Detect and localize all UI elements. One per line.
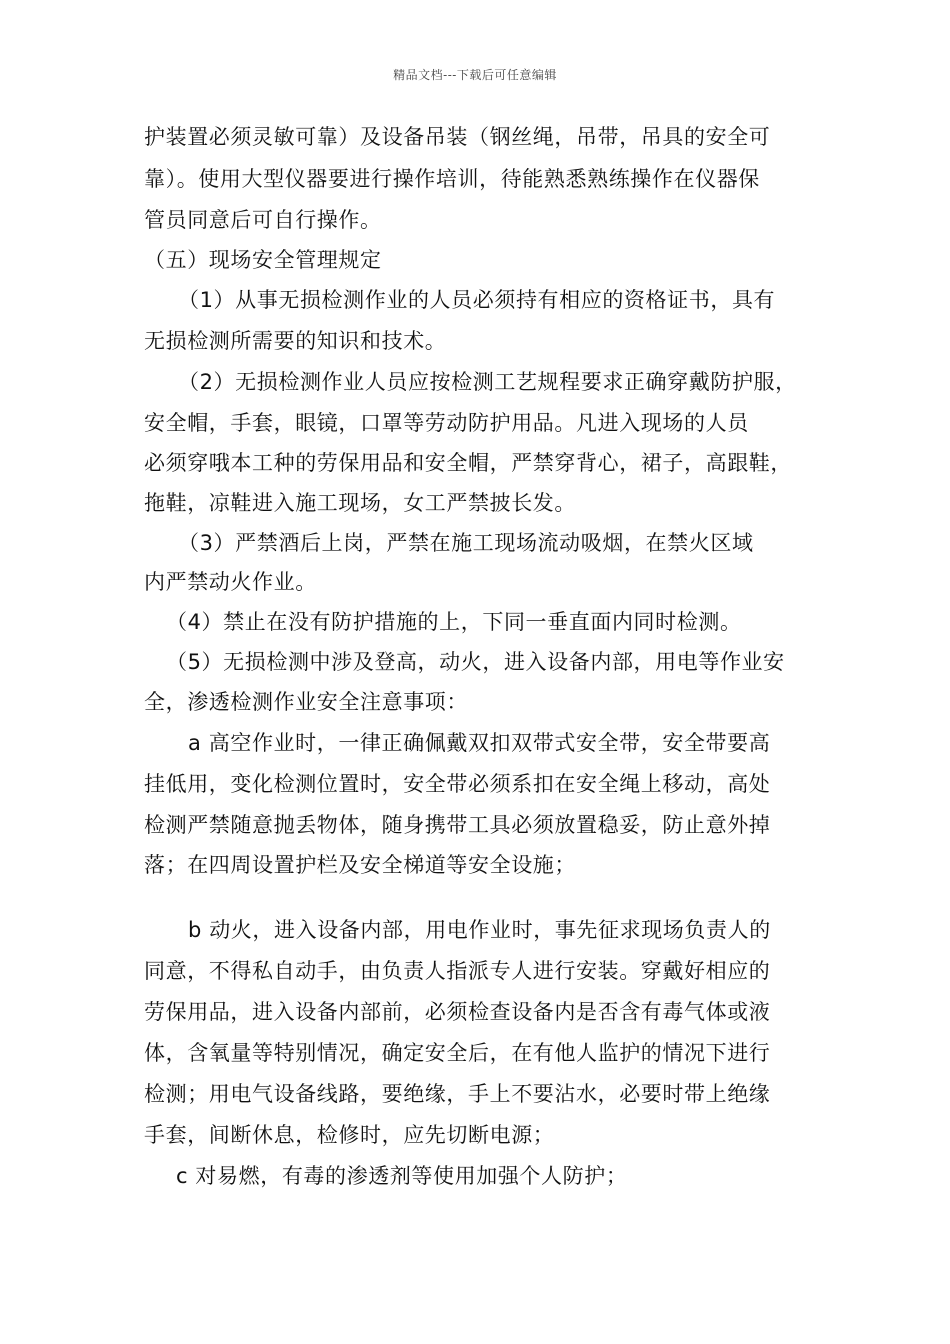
text-line: 护装置必须灵敏可靠）及设备吊装（钢丝绳，吊带，吊具的安全可 bbox=[144, 125, 771, 149]
text-line: （5）无损检测中涉及登高，动火，进入设备内部，用电等作业安 bbox=[166, 650, 785, 674]
text-line: （4）禁止在没有防护措施的上，下同一垂直面内同时检测。 bbox=[166, 610, 742, 634]
text-line: 落；在四周设置护栏及安全梯道等安全设施； bbox=[144, 853, 576, 877]
text-line: （1）从事无损检测作业的人员必须持有相应的资格证书，具有 bbox=[178, 288, 776, 312]
text-line: 同意，不得私自动手，由负责人指派专人进行安装。穿戴好相应的 bbox=[144, 959, 771, 983]
text-line: 挂低用，变化检测位置时，安全带必须系扣在安全绳上移动，高处 bbox=[144, 772, 771, 796]
text-line: c 对易燃，有毒的渗透剂等使用加强个人防护； bbox=[176, 1164, 628, 1188]
text-line: 靠）。使用大型仪器要进行操作培训，待能熟悉熟练操作在仪器保 bbox=[144, 167, 760, 191]
text-line: 无损检测所需要的知识和技术。 bbox=[144, 329, 447, 353]
text-line: 拖鞋，凉鞋进入施工现场，女工严禁披长发。 bbox=[144, 491, 576, 515]
text-line: （3）严禁酒后上岗，严禁在施工现场流动吸烟，在禁火区域 bbox=[178, 531, 754, 555]
text-line: （2）无损检测作业人员应按检测工艺规程要求正确穿戴防护服， bbox=[178, 370, 797, 394]
page-header: 精品文档---下载后可任意编辑 bbox=[393, 68, 557, 82]
section-heading: （五）现场安全管理规定 bbox=[144, 248, 382, 272]
text-line: 管员同意后可自行操作。 bbox=[144, 208, 382, 232]
text-line: 检测；用电气设备线路，要绝缘，手上不要沾水，必要时带上绝缘 bbox=[144, 1082, 771, 1106]
text-line: 安全帽，手套，眼镜，口罩等劳动防护用品。凡进入现场的人员 bbox=[144, 411, 749, 435]
text-line: 劳保用品，进入设备内部前，必须检查设备内是否含有毒气体或液 bbox=[144, 1000, 771, 1024]
text-line: 体，含氧量等特别情况，确定安全后，在有他人监护的情况下进行 bbox=[144, 1041, 771, 1065]
text-line: 检测严禁随意抛丢物体，随身携带工具必须放置稳妥，防止意外掉 bbox=[144, 813, 771, 837]
text-line: b 动火，进入设备内部，用电作业时，事先征求现场负责人的 bbox=[188, 918, 771, 942]
text-line: a 高空作业时，一律正确佩戴双扣双带式安全带，安全带要高 bbox=[188, 731, 771, 755]
text-line: 全，渗透检测作业安全注意事项： bbox=[144, 690, 468, 714]
text-line: 手套，间断休息，检修时，应先切断电源； bbox=[144, 1123, 555, 1147]
text-line: 内严禁动火作业。 bbox=[144, 570, 317, 594]
text-line: 必须穿哦本工种的劳保用品和安全帽，严禁穿背心，裙子，高跟鞋， bbox=[144, 451, 792, 475]
